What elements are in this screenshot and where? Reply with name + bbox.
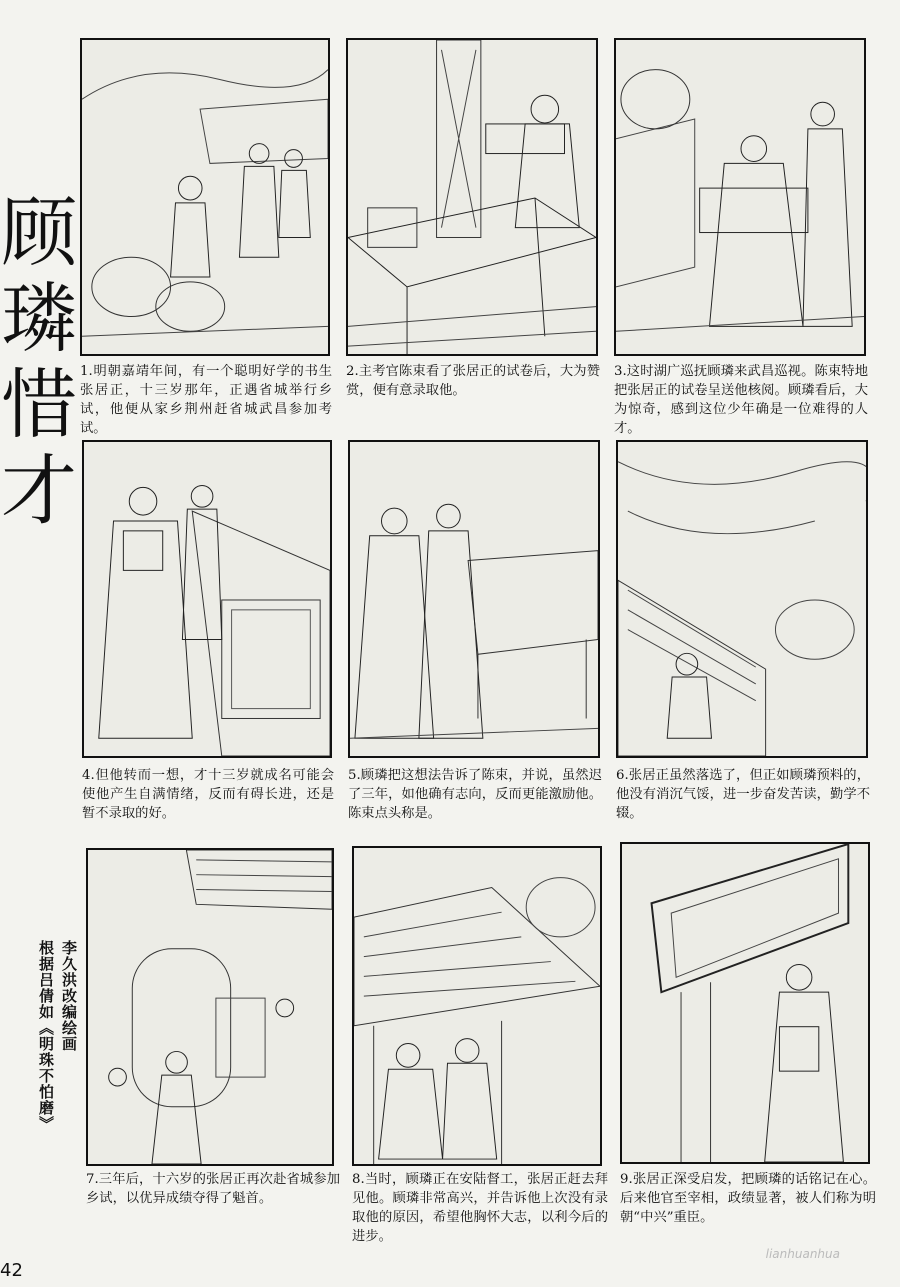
panel-9-caption: 9.张居正深受启发，把顾璘的话铭记在心。后来他官至宰相，政绩显著，被人们称为明朝“中兴”重臣。	[620, 1172, 876, 1225]
watermark: lianhuanhua	[765, 1247, 840, 1261]
panel-1-caption: 1.明朝嘉靖年间，有一个聪明好学的书生张居正，十三岁那年，正遇省城举行乡试，他便从家乡荆州赶省城武昌参加考试。	[80, 364, 332, 436]
credits	[30, 940, 80, 1170]
panel-6-caption: 6.张居正虽然落选了，但正如顾璘预料的，他没有消沉气馁，进一步奋发苦读，勤学不辍。	[616, 768, 870, 821]
panel-1-illustration	[80, 38, 330, 356]
page-number: 42	[0, 1260, 23, 1281]
panel-2-illustration	[346, 38, 598, 356]
panel-7-illustration	[86, 848, 334, 1166]
panel-7-caption: 7.三年后，十六岁的张居正再次赴省城参加乡试，以优异成绩夺得了魁首。	[86, 1172, 340, 1206]
panel-4-illustration	[82, 440, 332, 758]
panel-6-illustration	[616, 440, 868, 758]
credit-artist: 李久洪改编绘画	[60, 940, 78, 1052]
panel-8-caption: 8.当时，顾璘正在安陆督工，张居正赶去拜见他。顾璘非常高兴，并告诉他上次没有录取他的原因，希望他胸怀大志，以利今后的进步。	[352, 1172, 608, 1244]
panel-5-caption: 5.顾璘把这想法告诉了陈束，并说，虽然迟了三年，如他确有志向，反而更能激励他。陈束点头称是。	[348, 768, 602, 821]
credit-source: 根据吕倩如《明珠不怕磨》	[37, 940, 55, 1132]
panel-3-illustration	[614, 38, 866, 356]
panel-9-illustration	[620, 842, 870, 1164]
title-char-3: 惜	[1, 360, 77, 449]
panel-8-illustration	[352, 846, 602, 1166]
title-char-1: 顾	[1, 188, 77, 277]
panel-2-caption: 2.主考官陈束看了张居正的试卷后，大为赞赏，便有意录取他。	[346, 364, 600, 398]
comic-title	[1, 188, 77, 535]
panel-4-caption: 4.但他转而一想，才十三岁就成名可能会使他产生自满情绪，反而有碍长进，还是暂不录取的好。	[82, 768, 334, 821]
panel-3-caption: 3.这时湖广巡抚顾璘来武昌巡视。陈束特地把张居正的试卷呈送他核阅。顾璘看后，大为惊奇，感到这位少年确是一位难得的人才。	[614, 364, 868, 436]
title-char-2: 璘	[1, 274, 77, 363]
title-char-4: 才	[1, 446, 77, 535]
panel-5-illustration	[348, 440, 600, 758]
